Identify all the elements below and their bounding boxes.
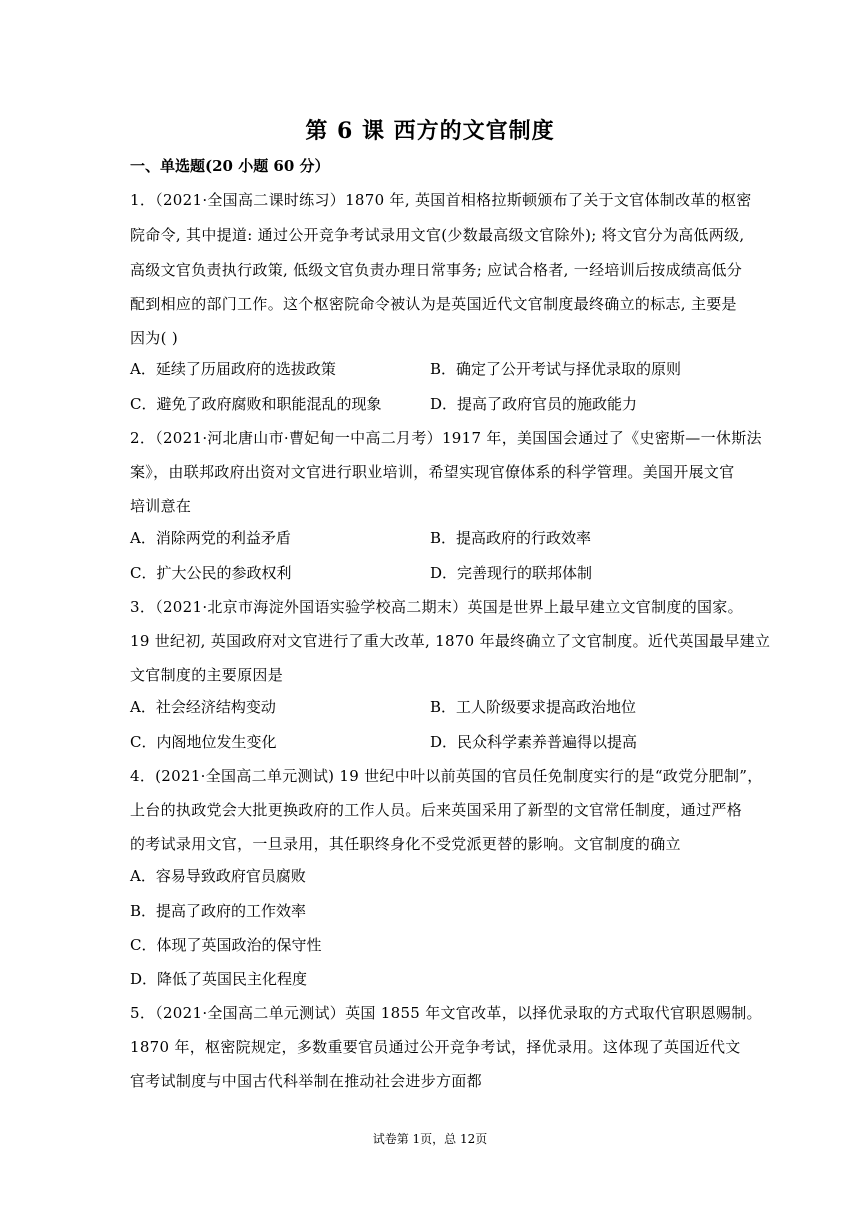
question-3-line: 3．（2021·北京市海淀外国语实验学校高二期末）英国是世界上最早建立文官制度的国家。 <box>130 598 743 616</box>
question-1-line: 配到相应的部门工作。这个枢密院命令被认为是英国近代文官制度最终确立的标志, 主要是 <box>130 295 737 313</box>
question-1-line: 1．（2021·全国高二课时练习）1870 年, 英国首相格拉斯顿颁布了关于文官体制改革的枢密 <box>130 191 752 209</box>
question-1-option-c: C．避免了政府腐败和职能混乱的现象 <box>130 395 382 413</box>
question-4-option-c: C．体现了英国政治的保守性 <box>130 936 322 954</box>
question-1-option-d: D．提高了政府官员的施政能力 <box>430 395 638 413</box>
question-4-option-a: A．容易导致政府官员腐败 <box>130 867 306 885</box>
question-3-option-a: A．社会经济结构变动 <box>130 698 276 716</box>
question-4-line: 4．(2021·全国高二单元测试) 19 世纪中叶以前英国的官员任免制度实行的是“政党分肥制”， <box>130 767 763 785</box>
section-heading: 一、单选题(20 小题 60 分） <box>130 157 330 175</box>
question-3-option-d: D．民众科学素养普遍得以提高 <box>430 733 638 751</box>
question-3-option-c: C．内阁地位发生变化 <box>130 733 277 751</box>
question-2-line: 2．（2021·河北唐山市·曹妃甸一中高二月考）1917 年，美国国会通过了《史密斯—一休斯法 <box>130 429 762 447</box>
question-5-line: 官考试制度与中国古代科举制在推动社会进步方面都 <box>130 1072 482 1090</box>
question-1-line: 院命令, 其中提道: 通过公开竞争考试录用文官(少数最高级文官除外); 将文官分为高低两级, <box>130 226 745 244</box>
question-3-line: 文官制度的主要原因是 <box>130 666 284 684</box>
question-5-line: 5．（2021·全国高二单元测试）英国 1855 年文官改革，以择优录取的方式取代官职恩赐制。 <box>130 1004 762 1022</box>
question-3-line: 19 世纪初, 英国政府对文官进行了重大改革, 1870 年最终确立了文官制度。近代英国最早建立 <box>130 632 771 650</box>
question-2-option-a: A．消除两党的利益矛盾 <box>130 529 291 547</box>
question-4-option-b: B．提高了政府的工作效率 <box>130 902 307 920</box>
question-1-option-b: B．确定了公开考试与择优录取的原则 <box>430 360 682 378</box>
question-5-line: 1870 年，枢密院规定，多数重要官员通过公开竞争考试，择优录用。这体现了英国近代文 <box>130 1038 741 1056</box>
question-4-line: 的考试录用文官，一旦录用，其任职终身化不受党派更替的影响。文官制度的确立 <box>130 835 681 853</box>
question-1-line: 因为( ) <box>130 329 178 347</box>
question-4-line: 上台的执政党会大批更换政府的工作人员。后来英国采用了新型的文官常任制度，通过严格 <box>130 801 743 819</box>
question-4-option-d: D．降低了英国民主化程度 <box>130 970 308 988</box>
page-title: 第 6 课 西方的文官制度 <box>305 118 555 144</box>
question-3-option-b: B．工人阶级要求提高政治地位 <box>430 698 637 716</box>
page-footer: 试卷第 1页，总 12页 <box>372 1132 488 1146</box>
question-2-option-c: C．扩大公民的参政权利 <box>130 564 292 582</box>
question-1-line: 高级文官负责执行政策, 低级文官负责办理日常事务; 应试合格者, 一经培训后按成绩高低分 <box>130 261 743 279</box>
question-2-line: 培训意在 <box>130 497 192 515</box>
question-2-option-b: B．提高政府的行政效率 <box>430 529 592 547</box>
question-2-option-d: D．完善现行的联邦体制 <box>430 564 593 582</box>
question-1-option-a: A．延续了历届政府的选拔政策 <box>130 360 336 378</box>
question-2-line: 案》，由联邦政府出资对文官进行职业培训，希望实现官僚体系的科学管理。美国开展文官 <box>130 463 735 481</box>
